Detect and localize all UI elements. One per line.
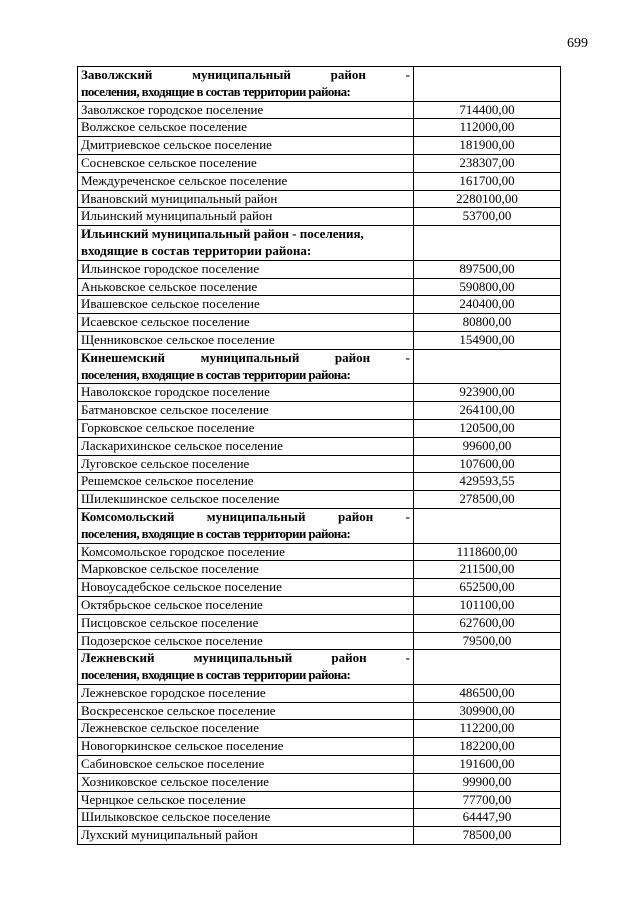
amount-value: 78500,00 — [414, 827, 561, 845]
settlement-name: Исаевское сельское поселение — [78, 314, 414, 332]
table-row — [78, 154, 561, 172]
amount-value: 2280100,00 — [414, 190, 561, 208]
settlement-name: Дмитриевское сельское поселение — [78, 137, 414, 155]
amount-value: 309900,00 — [414, 702, 561, 720]
settlement-name: Новоусадебское сельское поселение — [78, 579, 414, 597]
table-row — [78, 419, 561, 437]
settlement-name: Щенниковское сельское поселение — [78, 331, 414, 349]
table-row — [78, 791, 561, 809]
table-row — [78, 208, 561, 226]
settlement-name: Марковское сельское поселение — [78, 561, 414, 579]
amount-value: 191600,00 — [414, 756, 561, 774]
table-row — [78, 137, 561, 155]
settlement-name: Воскресенское сельское поселение — [78, 702, 414, 720]
section-header-line1: Заволжский муниципальный район - — [81, 67, 410, 82]
settlement-name: Октябрьское сельское поселение — [78, 596, 414, 614]
table-row — [78, 738, 561, 756]
section-header-line1: Кинешемский муниципальный район - — [81, 349, 410, 365]
section-header-line1: Комсомольский муниципальный район - — [81, 508, 410, 524]
section-header-row — [78, 67, 561, 102]
amount-value: 112200,00 — [414, 720, 561, 738]
settlement-name: Наволокское городское поселение — [78, 384, 414, 402]
settlement-name: Аньковское сельское поселение — [78, 278, 414, 296]
budget-table — [77, 66, 561, 845]
amount-value: 161700,00 — [414, 172, 561, 190]
settlement-name: Ильинский муниципальный район — [78, 208, 414, 226]
table-row — [78, 720, 561, 738]
amount-value: 53700,00 — [414, 208, 561, 226]
amount-value: 80800,00 — [414, 314, 561, 332]
settlement-name: Луговское сельское поселение — [78, 455, 414, 473]
table-row — [78, 314, 561, 332]
table-row — [78, 101, 561, 119]
settlement-name: Волжское сельское поселение — [78, 119, 414, 137]
settlement-name: Батмановское сельское поселение — [78, 402, 414, 420]
table-row — [78, 384, 561, 402]
settlement-name: Шилекшинское сельское поселение — [78, 491, 414, 509]
amount-value: 99600,00 — [414, 437, 561, 455]
section-header-cell — [78, 349, 414, 384]
section-header-cell — [78, 650, 414, 685]
section-header-row — [78, 508, 561, 543]
amount-value: 714400,00 — [414, 101, 561, 119]
amount-value: 181900,00 — [414, 137, 561, 155]
amount-value: 64447,90 — [414, 809, 561, 827]
section-header-value-cell — [414, 508, 561, 543]
table-row — [78, 331, 561, 349]
amount-value: 264100,00 — [414, 402, 561, 420]
table-row — [78, 579, 561, 597]
amount-value: 211500,00 — [414, 561, 561, 579]
settlement-name: Лежневское сельское поселение — [78, 720, 414, 738]
amount-value: 923900,00 — [414, 384, 561, 402]
settlement-name: Лухский муниципальный район — [78, 827, 414, 845]
section-header-cell — [78, 67, 414, 102]
settlement-name: Решемское сельское поселение — [78, 473, 414, 491]
settlement-name: Ильинское городское поселение — [78, 260, 414, 278]
table-row — [78, 491, 561, 509]
settlement-name: Писцовское сельское поселение — [78, 614, 414, 632]
table-row — [78, 684, 561, 702]
section-header-row — [78, 226, 561, 261]
section-header-line1: Ильинский муниципальный район - поселения, — [81, 226, 364, 242]
settlement-name: Шилыковское сельское поселение — [78, 809, 414, 827]
settlement-name: Новогоркинское сельское поселение — [78, 738, 414, 756]
amount-value: 238307,00 — [414, 154, 561, 172]
table-row — [78, 260, 561, 278]
table-row — [78, 632, 561, 650]
section-header-line2: входящие в состав территории района: — [81, 242, 312, 258]
section-header-value-cell — [414, 349, 561, 384]
section-header-row — [78, 349, 561, 384]
section-header-value-cell — [414, 67, 561, 102]
table-row — [78, 702, 561, 720]
table-row — [78, 561, 561, 579]
section-header-line1: Лежневский муниципальный район - — [81, 650, 410, 666]
amount-value: 897500,00 — [414, 260, 561, 278]
section-header-cell — [78, 226, 414, 261]
table-row — [78, 119, 561, 137]
table-row — [78, 773, 561, 791]
section-header-value-cell — [414, 650, 561, 685]
amount-value: 77700,00 — [414, 791, 561, 809]
table-row — [78, 278, 561, 296]
amount-value: 101100,00 — [414, 596, 561, 614]
table-row — [78, 402, 561, 420]
settlement-name: Ивашевское сельское поселение — [78, 296, 414, 314]
table-row — [78, 596, 561, 614]
table-row — [78, 455, 561, 473]
section-header-value-cell — [414, 226, 561, 261]
section-header-line2: поселения, входящие в состав территории района: — [81, 366, 351, 382]
section-header-line2: поселения, входящие в состав территории района: — [81, 667, 351, 683]
section-header-line2: поселения, входящие в состав территории района: — [81, 83, 351, 99]
settlement-name: Заволжское городское поселение — [78, 101, 414, 119]
budget-table-body — [78, 67, 561, 845]
section-header-line2: поселения, входящие в состав территории района: — [81, 525, 351, 541]
settlement-name: Комсомольское городское поселение — [78, 543, 414, 561]
table-row — [78, 473, 561, 491]
settlement-name: Подозерское сельское поселение — [78, 632, 414, 650]
section-header-row — [78, 650, 561, 685]
amount-value: 99900,00 — [414, 773, 561, 791]
settlement-name: Сабиновское сельское поселение — [78, 756, 414, 774]
table-row — [78, 190, 561, 208]
table-row — [78, 809, 561, 827]
amount-value: 590800,00 — [414, 278, 561, 296]
amount-value: 154900,00 — [414, 331, 561, 349]
amount-value: 182200,00 — [414, 738, 561, 756]
amount-value: 120500,00 — [414, 419, 561, 437]
settlement-name: Хозниковское сельское поселение — [78, 773, 414, 791]
amount-value: 652500,00 — [414, 579, 561, 597]
table-row — [78, 756, 561, 774]
amount-value: 112000,00 — [414, 119, 561, 137]
table-row — [78, 296, 561, 314]
settlement-name: Ивановский муниципальный район — [78, 190, 414, 208]
section-header-cell — [78, 508, 414, 543]
amount-value: 79500,00 — [414, 632, 561, 650]
page-number: 699 — [567, 36, 588, 51]
settlement-name: Междуреченское сельское поселение — [78, 172, 414, 190]
table-row — [78, 543, 561, 561]
amount-value: 627600,00 — [414, 614, 561, 632]
amount-value: 278500,00 — [414, 491, 561, 509]
amount-value: 1118600,00 — [414, 543, 561, 561]
table-row — [78, 437, 561, 455]
settlement-name: Чернцкое сельское поселение — [78, 791, 414, 809]
table-row — [78, 827, 561, 845]
settlement-name: Лежневское городское поселение — [78, 684, 414, 702]
amount-value: 429593,55 — [414, 473, 561, 491]
settlement-name: Горковское сельское поселение — [78, 419, 414, 437]
table-row — [78, 172, 561, 190]
table-row — [78, 614, 561, 632]
amount-value: 486500,00 — [414, 684, 561, 702]
amount-value: 107600,00 — [414, 455, 561, 473]
amount-value: 240400,00 — [414, 296, 561, 314]
settlement-name: Ласкарихинское сельское поселение — [78, 437, 414, 455]
settlement-name: Сосневское сельское поселение — [78, 154, 414, 172]
